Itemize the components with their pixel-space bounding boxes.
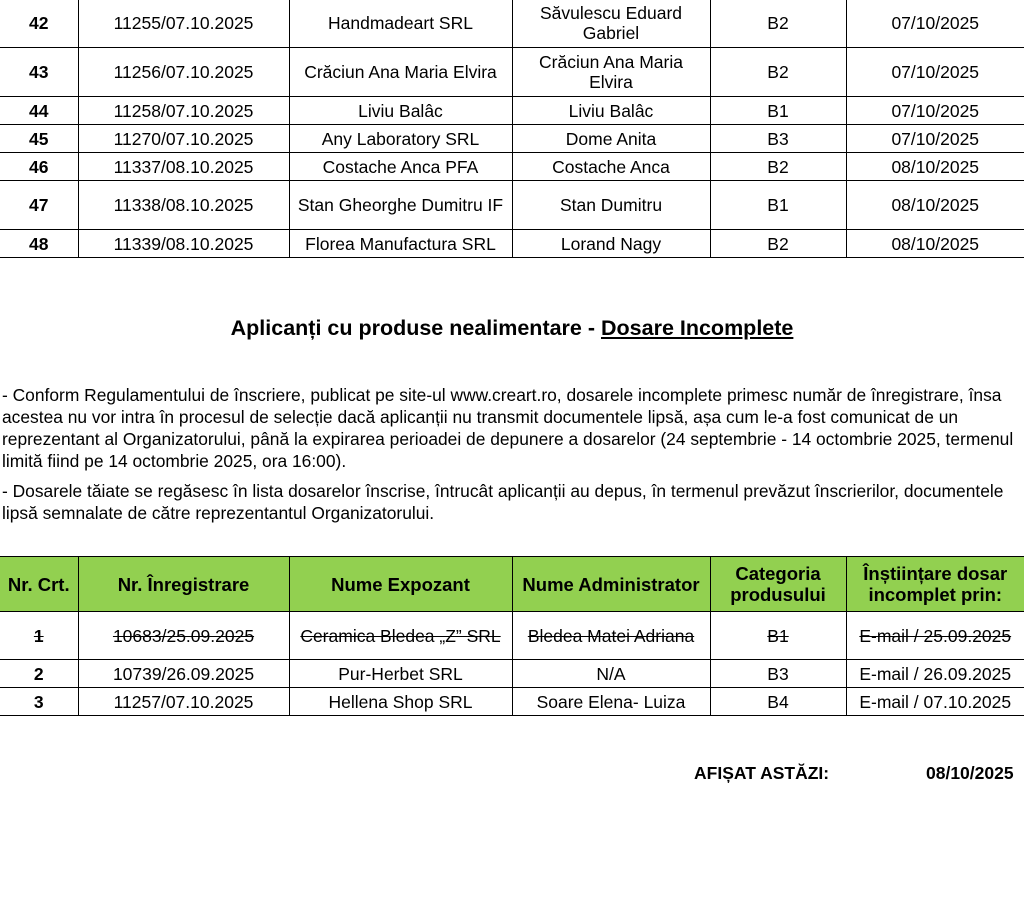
section-title-underlined: Dosare Incomplete xyxy=(601,316,794,340)
product-category: B1 xyxy=(710,612,846,660)
registration-date: 08/10/2025 xyxy=(846,230,1024,258)
note-incomplete-files: - Conform Regulamentului de înscriere, publicat pe site-ul www.creart.ro, dosarele incomplete primesc număr de înregistrare, însa acestea nu vor intra în procesul de selecție dacă aplicanții nu transmit documentele lipsă, așa cum le-a fost comunicat de un reprezentant al Organizatorului, până la expirarea perioadei de depunere a dosarelor (24 septembrie - 14 octombrie 2025, termenul limită fiind pe 14 octombrie 2025, ora 16:00). xyxy=(2,385,1014,471)
header-nr-crt: Nr. Crt. xyxy=(0,557,78,612)
table-row xyxy=(0,125,1024,153)
registration-date: 07/10/2025 xyxy=(846,125,1024,153)
table-row xyxy=(0,181,1024,230)
row-number: 44 xyxy=(0,97,78,125)
table-row-struck xyxy=(0,612,1024,660)
row-number: 45 xyxy=(0,125,78,153)
row-number: 3 xyxy=(0,688,78,716)
registration-number: 11256/07.10.2025 xyxy=(78,48,289,97)
table-row xyxy=(0,0,1024,48)
posted-date: 08/10/2025 xyxy=(926,763,1014,783)
product-category: B2 xyxy=(710,153,846,181)
registration-number: 11270/07.10.2025 xyxy=(78,125,289,153)
registration-number: 11255/07.10.2025 xyxy=(78,0,289,48)
header-administrator-name: Nume Administrator xyxy=(512,557,710,612)
product-category: B2 xyxy=(710,48,846,97)
registration-date: 08/10/2025 xyxy=(846,181,1024,230)
registration-date: 07/10/2025 xyxy=(846,48,1024,97)
exhibitor-name: Pur-Herbet SRL xyxy=(289,660,512,688)
registration-number: 11258/07.10.2025 xyxy=(78,97,289,125)
administrator-name: Liviu Balâc xyxy=(512,97,710,125)
administrator-name: Crăciun Ana Maria Elvira xyxy=(512,48,710,97)
row-number: 46 xyxy=(0,153,78,181)
product-category: B2 xyxy=(710,230,846,258)
table-row xyxy=(0,48,1024,97)
administrator-name: Soare Elena- Luiza xyxy=(512,688,710,716)
exhibitor-name: Stan Gheorghe Dumitru IF xyxy=(289,181,512,230)
header-exhibitor-name: Nume Expozant xyxy=(289,557,512,612)
table-row xyxy=(0,230,1024,258)
registration-number: 11257/07.10.2025 xyxy=(78,688,289,716)
notification: E-mail / 25.09.2025 xyxy=(846,612,1024,660)
registration-date: 07/10/2025 xyxy=(846,97,1024,125)
exhibitor-name: Liviu Balâc xyxy=(289,97,512,125)
table-header-row xyxy=(0,557,1024,612)
header-notification: Înștiințare dosar incomplet prin: xyxy=(846,557,1024,612)
exhibitor-name: Hellena Shop SRL xyxy=(289,688,512,716)
notification: E-mail / 07.10.2025 xyxy=(846,688,1024,716)
section-title xyxy=(0,316,1024,341)
administrator-name: Bledea Matei Adriana xyxy=(512,612,710,660)
table-row xyxy=(0,97,1024,125)
row-number: 2 xyxy=(0,660,78,688)
exhibitor-name: Florea Manufactura SRL xyxy=(289,230,512,258)
row-number: 42 xyxy=(0,0,78,48)
row-number: 1 xyxy=(0,612,78,660)
exhibitor-name: Costache Anca PFA xyxy=(289,153,512,181)
note-struck-files: - Dosarele tăiate se regăsesc în lista dosarelor înscrise, întrucât aplicanții au depus, în termenul prevăzut înscrierilor, documentele lipsă semnalate de către reprezentantul Organizatorului. xyxy=(2,481,1004,523)
product-category: B4 xyxy=(710,688,846,716)
registration-number: 11337/08.10.2025 xyxy=(78,153,289,181)
row-number: 43 xyxy=(0,48,78,97)
administrator-name: Dome Anita xyxy=(512,125,710,153)
product-category: B1 xyxy=(710,181,846,230)
product-category: B3 xyxy=(710,125,846,153)
registration-number: 11338/08.10.2025 xyxy=(78,181,289,230)
section-title-prefix: Aplicanți cu produse nealimentare - xyxy=(230,316,601,340)
incomplete-files-table xyxy=(0,556,1024,716)
registration-number: 11339/08.10.2025 xyxy=(78,230,289,258)
exhibitor-name: Handmadeart SRL xyxy=(289,0,512,48)
administrator-name: Lorand Nagy xyxy=(512,230,710,258)
registration-date: 07/10/2025 xyxy=(846,0,1024,48)
exhibitor-name: Crăciun Ana Maria Elvira xyxy=(289,48,512,97)
header-product-category: Categoria produsului xyxy=(710,557,846,612)
table-row xyxy=(0,688,1024,716)
exhibitor-name: Ceramica Bledea „Z” SRL xyxy=(289,612,512,660)
administrator-name: Costache Anca xyxy=(512,153,710,181)
row-number: 48 xyxy=(0,230,78,258)
administrator-name: N/A xyxy=(512,660,710,688)
registration-number: 10739/26.09.2025 xyxy=(78,660,289,688)
administrator-name: Săvulescu Eduard Gabriel xyxy=(512,0,710,48)
header-registration-number: Nr. Înregistrare xyxy=(78,557,289,612)
table-row xyxy=(0,153,1024,181)
notification: E-mail / 26.09.2025 xyxy=(846,660,1024,688)
registration-date: 08/10/2025 xyxy=(846,153,1024,181)
product-category: B1 xyxy=(710,97,846,125)
registered-applicants-table xyxy=(0,0,1024,258)
administrator-name: Stan Dumitru xyxy=(512,181,710,230)
table-row xyxy=(0,660,1024,688)
row-number: 47 xyxy=(0,181,78,230)
registration-number: 10683/25.09.2025 xyxy=(78,612,289,660)
product-category: B3 xyxy=(710,660,846,688)
posted-label: AFIȘAT ASTĂZI: xyxy=(694,763,830,783)
product-category: B2 xyxy=(710,0,846,48)
exhibitor-name: Any Laboratory SRL xyxy=(289,125,512,153)
